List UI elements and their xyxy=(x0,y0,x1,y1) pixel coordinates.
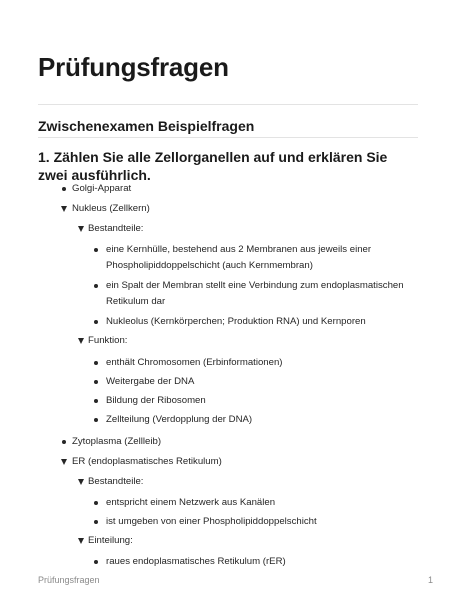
list-item: Bildung der Ribosomen xyxy=(106,395,206,406)
bullet-icon xyxy=(94,399,98,403)
section-heading: Zwischenexamen Beispielfragen xyxy=(38,118,255,134)
bullet-icon xyxy=(94,320,98,324)
toggle-item[interactable]: Bestandteile: xyxy=(88,476,144,487)
list-item: Nukleolus (Kernkörperchen; Produktion RNA) und Kernporen xyxy=(106,316,366,327)
bullet-icon xyxy=(94,520,98,524)
list-item: ein Spalt der Membran stellt eine Verbindung zum endoplasmatischen xyxy=(106,280,404,291)
bullet-icon xyxy=(94,248,98,252)
list-item-continuation: Retikulum dar xyxy=(106,296,166,307)
divider xyxy=(38,137,418,138)
toggle-triangle-icon[interactable] xyxy=(78,338,84,344)
list-item: ist umgeben von einer Phospholipiddoppelschicht xyxy=(106,516,317,527)
list-item: Golgi-Apparat xyxy=(72,183,132,194)
list-item: enthält Chromosomen (Erbinformationen) xyxy=(106,357,283,368)
list-item: Zytoplasma (Zellleib) xyxy=(72,436,162,447)
question-heading: 1. Zählen Sie alle Zellorganellen auf und erklären Sie zwei ausführlich. xyxy=(38,149,388,183)
page-title: Prüfungsfragen xyxy=(38,52,229,82)
list-item: raues endoplasmatisches Retikulum (rER) xyxy=(106,556,286,567)
bullet-icon xyxy=(62,187,66,191)
toggle-triangle-icon[interactable] xyxy=(78,226,84,232)
toggle-triangle-icon[interactable] xyxy=(78,479,84,485)
list-item: eine Kernhülle, bestehend aus 2 Membranen aus jeweils einer xyxy=(106,244,372,255)
toggle-triangle-icon[interactable] xyxy=(78,538,84,544)
toggle-item[interactable]: Bestandteile: xyxy=(88,223,144,234)
toggle-triangle-icon[interactable] xyxy=(61,206,67,212)
bullet-icon xyxy=(94,361,98,365)
bullet-icon xyxy=(94,501,98,505)
bullet-icon xyxy=(94,560,98,564)
list-item: Weitergabe der DNA xyxy=(106,376,195,387)
toggle-item[interactable]: Nukleus (Zellkern) xyxy=(72,203,150,214)
list-item: Zellteilung (Verdopplung der DNA) xyxy=(106,414,253,425)
divider xyxy=(38,104,418,105)
toggle-triangle-icon[interactable] xyxy=(61,459,67,465)
bullet-icon xyxy=(94,284,98,288)
page-number: 1 xyxy=(428,575,434,585)
bullet-icon xyxy=(94,418,98,422)
list-item-continuation: Phospholipiddoppelschicht (auch Kernmembran) xyxy=(106,260,313,271)
list-item: entspricht einem Netzwerk aus Kanälen xyxy=(106,497,276,508)
bullet-icon xyxy=(62,440,66,444)
bullet-icon xyxy=(94,380,98,384)
toggle-item[interactable]: ER (endoplasmatisches Retikulum) xyxy=(72,456,222,467)
toggle-item[interactable]: Funktion: xyxy=(88,335,128,346)
toggle-item[interactable]: Einteilung: xyxy=(88,535,133,546)
footer-label: Prüfungsfragen xyxy=(38,575,100,585)
